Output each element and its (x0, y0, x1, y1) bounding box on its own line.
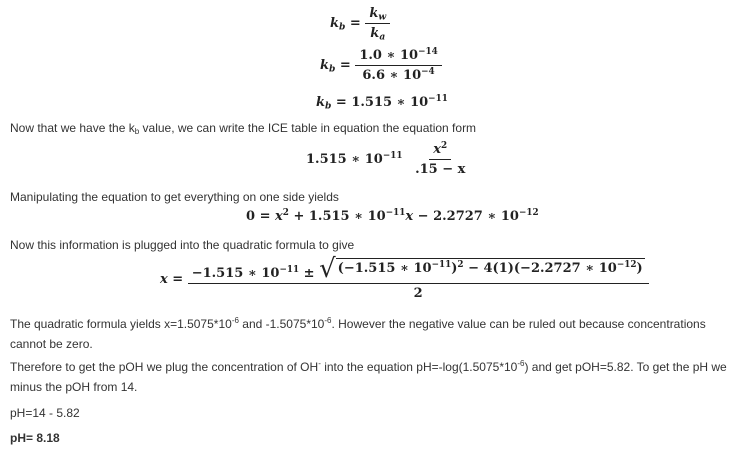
denominator: .15 − x (415, 162, 466, 177)
radical-sign-icon: √ (319, 254, 336, 284)
kb-subscript: b (329, 63, 336, 75)
numerator (365, 6, 390, 24)
exponent: 2 (282, 208, 289, 219)
final-answer: pH= 8.18 (10, 431, 60, 445)
text: value, we can write the ICE table in equation the equation form (139, 121, 477, 135)
fraction (411, 142, 469, 177)
kb-subscript: b (339, 21, 346, 33)
term-base: + 1.515 ∗ 10 (288, 209, 386, 224)
term-base: −1.515 ∗ 10 (191, 266, 280, 281)
coefficient-exponent: −11 (382, 151, 403, 162)
text: into the equation pH=-log(1.5075*10 (320, 360, 518, 374)
radicand (336, 258, 645, 280)
denominator-exponent: −4 (421, 67, 435, 78)
equation-kb-result (316, 95, 448, 110)
exponent: -6 (517, 359, 525, 368)
ka-subscript: a (379, 31, 386, 43)
kb-subscript: b (325, 100, 332, 112)
denominator (366, 24, 389, 41)
lhs: 0 = (246, 209, 275, 224)
denominator (358, 66, 438, 83)
numerator-exponent: −14 (418, 47, 438, 58)
paragraph-quadratic-intro: Now this information is plugged into the quadratic formula to give (10, 238, 355, 252)
numerator (188, 254, 649, 284)
paren: ) (636, 261, 643, 276)
ka-symbol: k (370, 26, 380, 41)
x-variable: x (433, 142, 442, 157)
text: . However the negative value can be ruled out because concentrations cannot be zero. (10, 317, 706, 351)
numerator-base: 1.0 ∗ 10 (359, 48, 419, 63)
coefficient-base: 1.515 ∗ 10 (306, 152, 383, 167)
kb-value-base: = 1.515 ∗ 10 (335, 95, 429, 110)
kw-subscript: w (378, 11, 387, 23)
x-variable: x (405, 209, 414, 224)
paragraph-quadratic-result (10, 314, 740, 354)
kb-symbol: k (330, 16, 340, 31)
fraction (355, 48, 441, 83)
term-base: (−1.515 ∗ 10 (337, 261, 432, 276)
paragraph-ice-intro (10, 118, 740, 138)
paren: ) (451, 261, 458, 276)
term-exponent: −11 (431, 260, 452, 271)
denominator-base: 6.6 ∗ 10 (362, 68, 422, 83)
paragraph-ph-subtraction: pH=14 - 5.82 (10, 406, 80, 420)
power: 2 (457, 260, 464, 271)
equals-sign: = (172, 272, 188, 287)
equals-sign: = (339, 58, 356, 73)
fraction (188, 254, 649, 301)
equation-kb-values (320, 48, 442, 83)
text: ) and get pOH=5.82. To get the pH we minus the pOH from 14. (10, 360, 727, 394)
term-base: − 4(1)(−2.2727 ∗ 10 (463, 261, 617, 276)
fraction (365, 6, 390, 41)
term-base: − 2.2727 ∗ 10 (413, 209, 519, 224)
numerator (429, 142, 451, 160)
paragraph-manipulating: Manipulating the equation to get everything on one side yields (10, 190, 339, 204)
square-root (319, 254, 645, 284)
equation-kb-definition (330, 6, 390, 41)
plus-minus: ± (299, 266, 320, 281)
paragraph-poh-calculation (10, 357, 740, 397)
term-exponent: −11 (385, 208, 406, 219)
exponent: -6 (324, 316, 332, 325)
x-variable: x (160, 272, 168, 287)
kb-symbol: k (320, 58, 330, 73)
denominator: 2 (413, 286, 423, 301)
term-exponent: −12 (518, 208, 539, 219)
kb-symbol: k (316, 95, 326, 110)
text: The quadratic formula yields x=1.5075*10 (10, 317, 232, 331)
x-variable: x (275, 209, 283, 224)
subscript: b (134, 127, 140, 136)
charge-superscript: - (318, 359, 321, 368)
term-exponent: −12 (616, 260, 637, 271)
equals-sign: = (349, 16, 366, 31)
equation-quadratic-form (246, 209, 539, 224)
equation-quadratic-formula (160, 254, 649, 301)
numerator (355, 48, 441, 66)
text: Therefore to get the pOH we plug the concentration of OH (10, 360, 319, 374)
text: Now that we have the k (10, 121, 135, 135)
exponent: -6 (231, 316, 239, 325)
term-exponent: −11 (279, 265, 300, 276)
kb-value-exponent: −11 (428, 94, 448, 105)
kw-symbol: k (369, 6, 379, 21)
equation-ice (306, 142, 469, 177)
text: and -1.5075*10 (238, 317, 325, 331)
exponent: 2 (441, 141, 448, 152)
